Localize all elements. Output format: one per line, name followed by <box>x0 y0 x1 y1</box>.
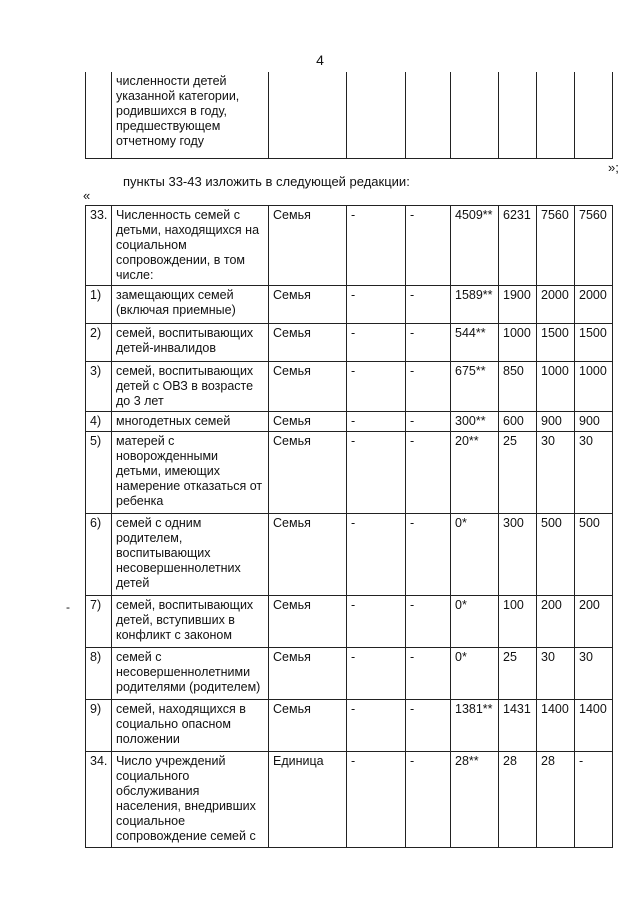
table-row <box>86 700 613 752</box>
row-value: 30 <box>537 648 575 700</box>
margin-mark: - <box>66 600 70 614</box>
row-value: 28 <box>499 752 537 848</box>
table-row <box>86 362 613 412</box>
top-empty-cell <box>347 72 406 158</box>
row-value: - <box>347 206 406 286</box>
table-row <box>86 648 613 700</box>
row-unit: Семья <box>269 324 347 362</box>
row-value: 1500 <box>575 324 613 362</box>
table-row <box>86 432 613 514</box>
row-name: семей, находящихся в социально опасном положении <box>112 700 269 752</box>
top-name-text: численности детей указанной категории, родившихся в году, предшествующем отчетному году <box>116 74 240 148</box>
row-unit: Семья <box>269 432 347 514</box>
top-empty-cell <box>451 72 499 158</box>
row-value: - <box>347 324 406 362</box>
row-value: - <box>347 752 406 848</box>
row-value: 30 <box>575 432 613 514</box>
row-name: семей с несовершеннолетними родителями (родителем) <box>112 648 269 700</box>
row-value: - <box>347 432 406 514</box>
top-empty-cell <box>537 72 575 158</box>
row-value: 30 <box>537 432 575 514</box>
row-unit: Семья <box>269 596 347 648</box>
top-table-fragment <box>85 72 613 159</box>
row-value: - <box>406 412 451 432</box>
row-number: 33. <box>86 206 112 286</box>
row-value: 1381** <box>451 700 499 752</box>
row-name: многодетных семей <box>112 412 269 432</box>
row-unit: Семья <box>269 362 347 412</box>
row-value: 0* <box>451 596 499 648</box>
row-value: - <box>347 648 406 700</box>
row-value: 500 <box>575 514 613 596</box>
row-number: 9) <box>86 700 112 752</box>
row-value: 1000 <box>499 324 537 362</box>
row-value: 25 <box>499 648 537 700</box>
row-value: 675** <box>451 362 499 412</box>
row-value: 0* <box>451 514 499 596</box>
row-unit: Семья <box>269 514 347 596</box>
row-value: - <box>347 514 406 596</box>
table-body <box>86 206 613 848</box>
row-value: 600 <box>499 412 537 432</box>
row-name: Численность семей с детьми, находящихся на социальном сопровождении, в том числе: <box>112 206 269 286</box>
row-value: 0* <box>451 648 499 700</box>
row-value: 1500 <box>537 324 575 362</box>
row-value: - <box>406 648 451 700</box>
row-value: - <box>347 596 406 648</box>
top-empty-cell <box>406 72 451 158</box>
row-number: 5) <box>86 432 112 514</box>
table-row <box>86 596 613 648</box>
top-name-cell <box>112 72 269 158</box>
row-value: 300** <box>451 412 499 432</box>
row-value: - <box>347 286 406 324</box>
row-number: 8) <box>86 648 112 700</box>
row-unit: Семья <box>269 412 347 432</box>
row-value: - <box>575 752 613 848</box>
table-row <box>86 514 613 596</box>
row-value: 2000 <box>575 286 613 324</box>
top-empty-cell <box>269 72 347 158</box>
table-row <box>86 324 613 362</box>
row-value: 900 <box>537 412 575 432</box>
row-name: семей, воспитывающих детей с ОВЗ в возрасте до 3 лет <box>112 362 269 412</box>
row-value: 1000 <box>537 362 575 412</box>
table-row <box>86 206 613 286</box>
indicators-table <box>85 205 613 848</box>
row-name: Число учреждений социального обслуживания населения, внедривших социальное сопровождение семей с <box>112 752 269 848</box>
row-number: 4) <box>86 412 112 432</box>
closing-quote: »; <box>608 160 619 175</box>
row-value: 20** <box>451 432 499 514</box>
row-unit: Семья <box>269 286 347 324</box>
row-unit: Семья <box>269 700 347 752</box>
row-value: - <box>406 206 451 286</box>
row-value: 4509** <box>451 206 499 286</box>
row-value: 900 <box>575 412 613 432</box>
top-empty-cell <box>575 72 613 158</box>
row-value: - <box>347 412 406 432</box>
row-value: - <box>406 324 451 362</box>
row-value: 1000 <box>575 362 613 412</box>
row-value: 28** <box>451 752 499 848</box>
row-value: 100 <box>499 596 537 648</box>
row-value: 1431 <box>499 700 537 752</box>
row-value: 2000 <box>537 286 575 324</box>
row-value: 30 <box>575 648 613 700</box>
row-number: 1) <box>86 286 112 324</box>
row-value: 28 <box>537 752 575 848</box>
row-value: 500 <box>537 514 575 596</box>
row-value: 544** <box>451 324 499 362</box>
row-value: - <box>347 700 406 752</box>
row-value: - <box>347 362 406 412</box>
row-number: 7) <box>86 596 112 648</box>
top-empty-cell <box>499 72 537 158</box>
row-value: 1900 <box>499 286 537 324</box>
row-value: 7560 <box>575 206 613 286</box>
row-value: 1400 <box>537 700 575 752</box>
page-number: 4 <box>316 52 324 68</box>
table-row <box>86 286 613 324</box>
row-value: - <box>406 752 451 848</box>
row-number: 34. <box>86 752 112 848</box>
row-value: 1400 <box>575 700 613 752</box>
row-name: семей, воспитывающих детей-инвалидов <box>112 324 269 362</box>
row-value: - <box>406 514 451 596</box>
row-number: 2) <box>86 324 112 362</box>
row-value: - <box>406 286 451 324</box>
intro-text: пункты 33-43 изложить в следующей редакции: <box>123 174 410 189</box>
row-value: 200 <box>575 596 613 648</box>
table-row <box>86 752 613 848</box>
row-name: семей с одним родителем, воспитывающих несовершеннолетних детей <box>112 514 269 596</box>
row-value: 200 <box>537 596 575 648</box>
row-value: 7560 <box>537 206 575 286</box>
table-row <box>86 412 613 432</box>
row-unit: Семья <box>269 648 347 700</box>
opening-quote: « <box>83 188 91 203</box>
row-value: - <box>406 596 451 648</box>
row-value: 1589** <box>451 286 499 324</box>
row-value: - <box>406 362 451 412</box>
row-value: - <box>406 432 451 514</box>
row-value: 850 <box>499 362 537 412</box>
row-value: - <box>406 700 451 752</box>
row-name: замещающих семей (включая приемные) <box>112 286 269 324</box>
top-num-cell <box>86 72 112 158</box>
row-unit: Единица <box>269 752 347 848</box>
row-value: 300 <box>499 514 537 596</box>
row-value: 6231 <box>499 206 537 286</box>
row-value: 25 <box>499 432 537 514</box>
row-name: матерей с новорожденными детьми, имеющих намерение отказаться от ребенка <box>112 432 269 514</box>
row-number: 6) <box>86 514 112 596</box>
row-unit: Семья <box>269 206 347 286</box>
row-name: семей, воспитывающих детей, вступивших в конфликт с законом <box>112 596 269 648</box>
row-number: 3) <box>86 362 112 412</box>
